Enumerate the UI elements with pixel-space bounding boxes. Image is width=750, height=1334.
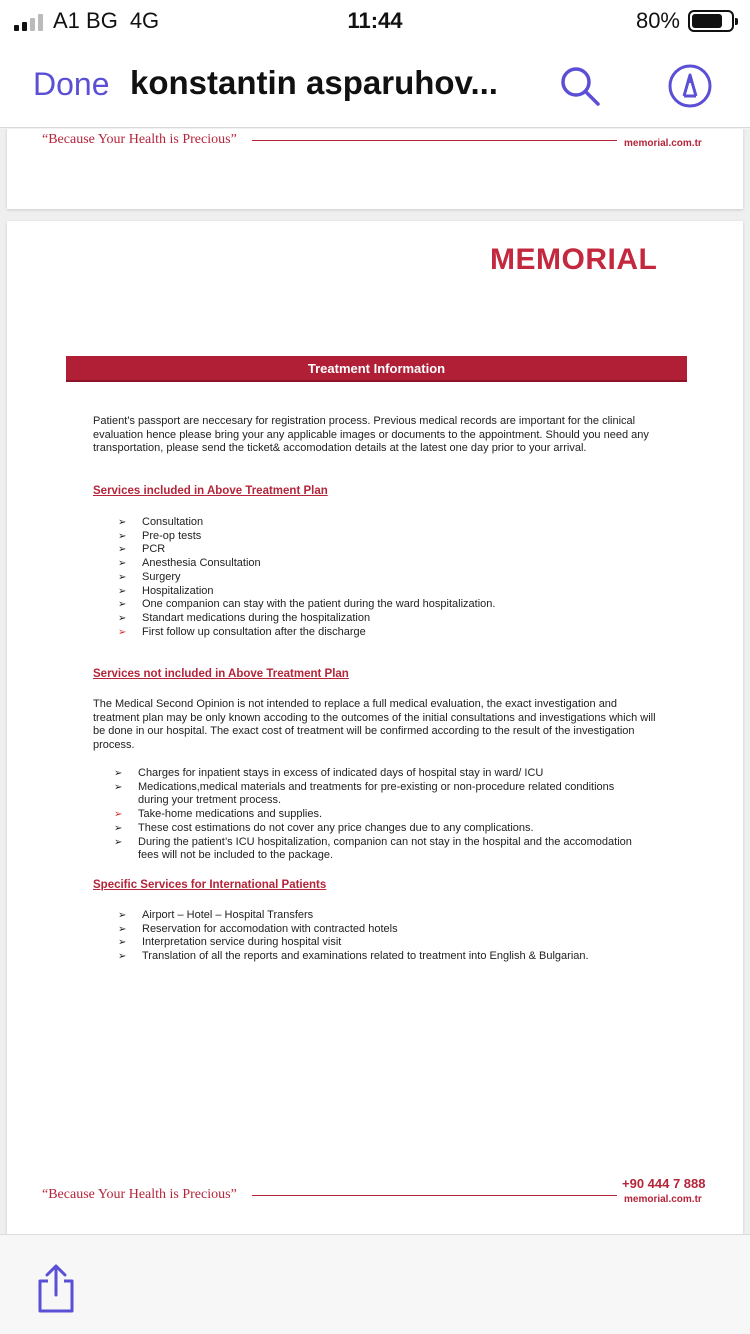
list-item — [114, 767, 634, 781]
list-item — [118, 950, 678, 964]
list-item-text: One companion can stay with the patient during the ward hospitalization. — [142, 598, 496, 611]
bullet-arrow-icon: ➢ — [114, 836, 123, 848]
footer-website: memorial.com.tr — [624, 138, 702, 149]
list-item-text: Reservation for accomodation with contracted hotels — [142, 922, 398, 935]
bullet-arrow-icon: ➢ — [118, 599, 127, 611]
search-icon[interactable] — [556, 62, 604, 110]
bullet-arrow-icon: ➢ — [118, 951, 127, 963]
bullet-arrow-icon: ➢ — [118, 937, 127, 949]
list-item — [118, 909, 678, 923]
bullet-arrow-icon: ➢ — [114, 768, 123, 779]
excluded-services-paragraph: The Medical Second Opinion is not intended to replace a full medical evaluation, the exact investigation and treatment plan may be only known accoding to the outcomes of the initial consultations and investigations which will be done in our hospital. The exact cost of treatment will be confirmed according to the result of the investigation process. — [93, 698, 656, 752]
done-button[interactable]: Done — [33, 66, 110, 102]
list-item-text: Medications,medical materials and treatments for pre-existing or non-procedure related conditions during your tretment process. — [138, 780, 615, 807]
list-item-text: These cost estimations do not cover any price changes due to any complications. — [138, 821, 534, 834]
intro-paragraph: Patient’s passport are neccesary for registration process. Previous medical records are important for the clinical evaluation hence please bring your any applicable images or documents to the appointment. Should you need any transportation, please send the ticket& accomodation details at the latest one day prior to your arrival. — [93, 415, 649, 455]
bullet-arrow-icon: ➢ — [118, 517, 127, 528]
battery-percent: 80% — [635, 8, 680, 33]
included-services-list — [118, 516, 678, 639]
list-item — [118, 936, 678, 950]
footer-slogan: “Because Your Health is Precious” — [42, 132, 237, 147]
carrier-label: A1 BG — [53, 8, 118, 33]
list-item — [114, 822, 634, 836]
bullet-arrow-icon: ➢ — [118, 585, 127, 597]
footer-phone: +90 444 7 888 — [622, 1176, 706, 1191]
navigation-bar — [0, 44, 750, 128]
bullet-arrow-icon: ➢ — [114, 822, 123, 834]
list-item — [118, 598, 678, 612]
network-label: 4G — [129, 8, 160, 33]
bottom-toolbar — [0, 1234, 750, 1334]
bullet-arrow-icon: ➢ — [118, 530, 127, 542]
battery-icon — [688, 10, 734, 32]
memorial-logo: MEMORIAL — [490, 243, 658, 276]
list-item — [114, 808, 634, 822]
list-item — [118, 516, 678, 530]
list-item-text: Surgery — [142, 570, 181, 583]
list-item-text: Airport – Hotel – Hospital Transfers — [142, 909, 314, 921]
excluded-services-heading: Services not included in Above Treatment Plan — [93, 668, 349, 680]
list-item — [118, 626, 678, 640]
bullet-arrow-icon: ➢ — [118, 910, 127, 921]
bullet-arrow-icon: ➢ — [118, 626, 127, 638]
list-item — [118, 530, 678, 544]
footer-divider — [252, 140, 617, 141]
list-item-text: Take-home medications and supplies. — [138, 808, 323, 821]
list-item-text: During the patient’s ICU hospitalization, companion can not stay in the hospital and the accomodation fees will not be included to the package. — [138, 835, 632, 862]
markup-pen-icon[interactable] — [667, 63, 713, 109]
excluded-services-list — [114, 767, 634, 863]
list-item — [114, 836, 634, 863]
footer-slogan: “Because Your Health is Precious” — [42, 1187, 237, 1202]
list-item — [118, 543, 678, 557]
bullet-arrow-icon: ➢ — [118, 923, 127, 935]
list-item — [118, 557, 678, 571]
bullet-arrow-icon: ➢ — [114, 809, 123, 821]
pdf-viewer[interactable] — [0, 129, 750, 1234]
bullet-arrow-icon: ➢ — [114, 781, 123, 793]
section-banner: Treatment Information — [66, 356, 687, 382]
list-item — [118, 612, 678, 626]
list-item-text: PCR — [142, 543, 166, 556]
document-title: konstantin asparuhov... — [130, 64, 498, 101]
included-services-heading: Services included in Above Treatment Plan — [93, 485, 328, 497]
international-services-list — [118, 909, 678, 964]
document-page — [7, 221, 743, 1234]
clock: 11:44 — [347, 8, 403, 33]
bullet-arrow-icon: ➢ — [118, 612, 127, 624]
international-services-heading: Specific Services for International Patients — [93, 879, 327, 891]
list-item — [118, 571, 678, 585]
list-item-text: Anesthesia Consultation — [142, 557, 261, 570]
bullet-arrow-icon: ➢ — [118, 571, 127, 583]
list-item-text: Standart medications during the hospitalization — [142, 611, 371, 624]
status-right — [636, 8, 734, 34]
list-item-text: Charges for inpatient stays in excess of indicated days of hospital stay in ward/ ICU — [138, 767, 544, 779]
list-item-text: Hospitalization — [142, 584, 214, 597]
footer-website: memorial.com.tr — [624, 1194, 702, 1205]
status-bar — [0, 0, 750, 44]
bullet-arrow-icon: ➢ — [118, 558, 127, 570]
list-item-text: Translation of all the reports and examinations related to treatment into English & Bulgarian. — [142, 950, 589, 963]
share-icon[interactable] — [34, 1263, 78, 1315]
list-item-text: Interpretation service during hospital visit — [142, 936, 342, 949]
list-item — [114, 781, 634, 808]
list-item-text: First follow up consultation after the discharge — [142, 625, 366, 638]
list-item-text: Pre-op tests — [142, 529, 202, 542]
list-item — [118, 585, 678, 599]
list-item — [118, 923, 678, 937]
previous-page — [7, 129, 743, 209]
list-item-text: Consultation — [142, 516, 204, 528]
bullet-arrow-icon: ➢ — [118, 544, 127, 556]
footer-divider — [252, 1195, 617, 1196]
